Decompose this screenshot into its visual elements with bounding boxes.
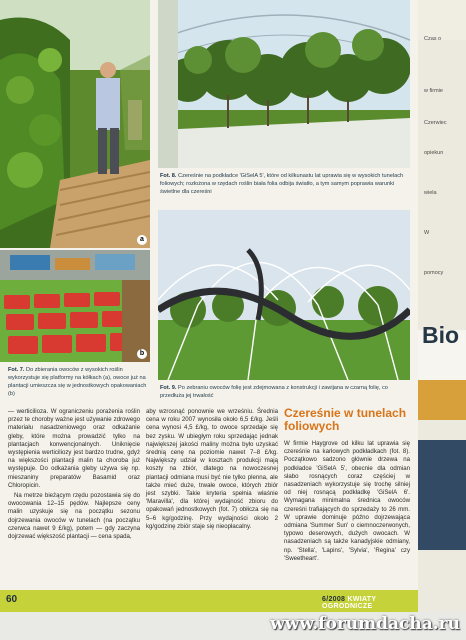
watermark: www.forumdacha.ru [270, 614, 460, 634]
issue-number: 6/2008 [322, 596, 346, 603]
text-column-3 [284, 440, 410, 565]
photo-raspberry-picking [0, 0, 150, 248]
next-page-fragment: Czerwiec [424, 120, 447, 126]
text-column-1 [8, 408, 140, 543]
next-page-fragment: w firmie [424, 88, 443, 94]
text-column-2 [146, 408, 278, 533]
issue-label [322, 596, 418, 610]
photo-label-b: b [137, 349, 147, 359]
paragraph: W firmie Haygrove od kilku lat uprawia się czereśnie na karłowych podkładkach (fot. 8). Początkowo sadzono głównie drzewa na podkładce 'GiSelA 5', obecnie dla odmian słabo rosnących coraz częściej w nasadzeniach wykorzystuje się trochę silniej od niej rosnącą podkładkę 'GiSelA 6'. Wymagana minimalna średnica owoców czereśni trafiających do sprzedaży to 26 mm. W uprawie dominuje późno dojrzewająca odmiana 'Summer Sun' o ciemnoczerwonych, typowo deserowych, dużych owocach. W nasadzeniach są także kanadyjskie odmiany, np. 'Stella', 'Lapins', 'Sylvia', 'Regina' czy 'Sweetheart'. [284, 440, 410, 562]
caption-fot9-text: Po zebraniu owoców folię jest zdejmowana z konstrukcji i zawijana w czarną folię, co przedłuża jej trwałość [160, 385, 388, 399]
page-footer [0, 590, 418, 612]
next-page-fragment: Czas o [424, 36, 442, 42]
paragraph: aby wzrosnąć ponownie we wrześniu. Średnia cena w roku 2007 wynosiła około 6,5 £/kg. Jeśli cena wynosi 4,5 £/kg, to owoce sprzedaje się bez zysku. W ubiegłym roku sprzedając jednak największej jakości maliny można było uzyskać średnią cenę na poziomie nawet 7–8 £/kg. Największy udział w kosztach produkcji mają koszty na zbiór, dlatego na nowoczesnej plantacji odmiana musi być nie tylko plenna, ale także mieć duże, trwałe owoce, których zbiór jest szybki. Takie kryteria spełnia właśnie 'Maravilla', dla której wydajność zbioru do opakowań jednostkowych (fot. 7) obłicza się na 5–6 kg/godzinę. Przy wydajności około 2 kg/godzinę zbiór staje się nieopłacalny. [146, 408, 278, 530]
next-page-fragment: wiela [424, 190, 437, 196]
caption-fot7-text: Do zbierania owoców z wysokich roślin wykorzystuje się platformy na kółkach (a), owoce już na plantacji umieszcza się w jednostkowych opakowaniach (b) [8, 367, 147, 397]
next-page-fragment: W [424, 230, 430, 236]
photo-label-a: a [137, 235, 147, 245]
caption-fot8-label: Fot. 8. [160, 173, 177, 179]
next-page-title: Bio [422, 322, 460, 348]
caption-fot7-label: Fot. 7. [8, 367, 25, 373]
caption-fot9 [160, 384, 408, 400]
caption-fot9-label: Fot. 9. [160, 385, 177, 391]
photo-fruit-punnets [0, 250, 150, 362]
next-page-fragment: opiekun [424, 150, 444, 156]
photo-tunnel-frames [158, 210, 410, 380]
page-number: 60 [6, 594, 18, 605]
magazine-name: KWIATY OGRODNICZE [322, 596, 377, 610]
paragraph: Na metrze bieżącym rzędu pozostawia się do owocowania 12–15 pędów. Najlepsze ceny malin uzyskuje się na początku sezonu dojrzewania owoców w tunelach (na początku czerwca nawet 9 £/kg), potem — gdy zaczyna dojrzewać większość plantacji — cena spada, [8, 492, 140, 541]
caption-fot7 [8, 366, 150, 398]
caption-fot8-text: Czereśnie na podkładce 'GiSelA 5', które od kilkunastu lat uprawia się w wysokich tunelach foliowych; rozłożona w rzędach roślin biała folia odbija światło, a tym samym poprawia warunki świetlne dla czereśni [160, 173, 404, 195]
caption-fot8 [160, 172, 408, 196]
paragraph: — werticilioza. W ograniczeniu porażenia roślin przez te choroby ważne jest używanie zdrowego materiału nasadzeniowego oraz odkażanie gleby, które można prowadzić tylko na plantacjach konwencjonalnych. Uniknięcie występienia werticiliozy jest bardzo trudne, gdyż na większości plantacji malin ta choroba już występuje. Do odkażania gleby używa się np. mieszaniny preparatów Basamid oraz Chloropicin. [8, 408, 140, 489]
section-heading: Czereśnie w tunelach foliowych [284, 406, 407, 433]
photo-cherry-tunnel [158, 0, 410, 168]
next-page-fragment: pomocy [424, 270, 444, 276]
